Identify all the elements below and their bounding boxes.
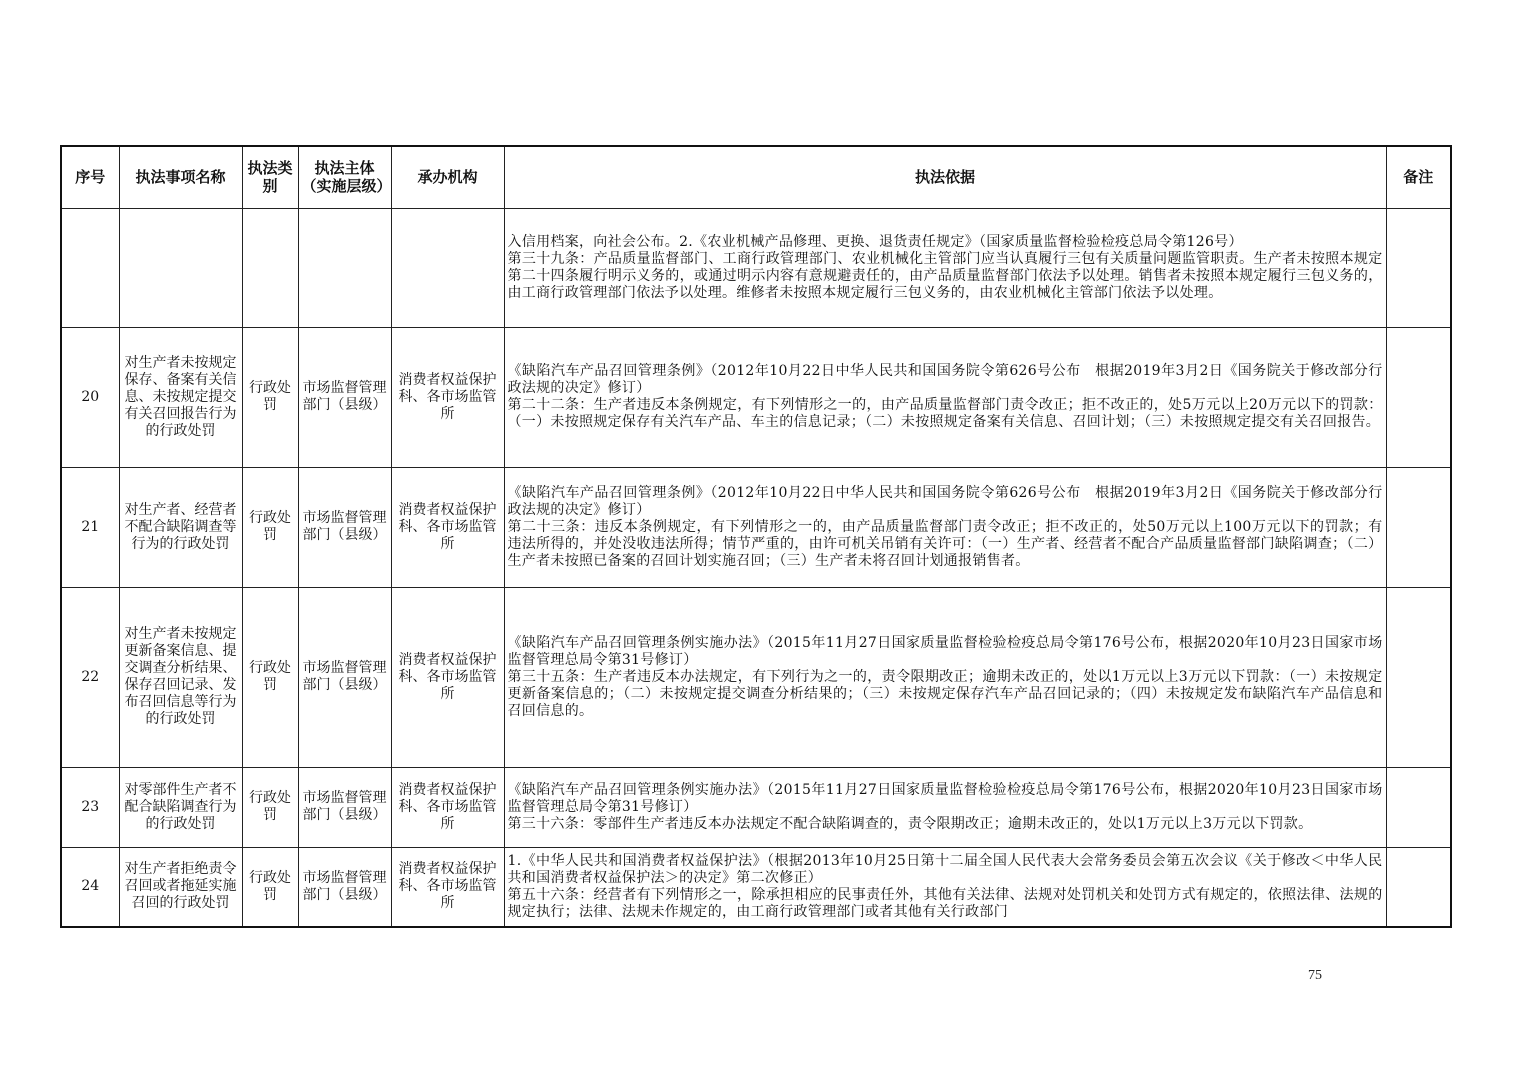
header-seq: 序号 <box>61 146 119 208</box>
basis-paragraph: 第三十五条：生产者违反本办法规定，有下列行为之一的，责令限期改正；逾期未改正的，处以1万元以上3万元以下罚款：（一）未按规定更新备案信息的；（二）未按规定提交调查分析结果的；（三）未按规定保存汽车产品召回记录的；（四）未按规定发布缺陷汽车产品信息和召回信息的。 <box>507 668 1383 719</box>
cell-item-name: 对零部件生产者不配合缺陷调查行为的行政处罚 <box>119 767 242 847</box>
cell-agency: 消费者权益保护科、各市场监管所 <box>391 467 504 587</box>
header-remarks: 备注 <box>1386 146 1451 208</box>
table-row-continuation <box>61 208 1451 327</box>
basis-paragraph: 《缺陷汽车产品召回管理条例实施办法》（2015年11月27日国家质量监督检验检疫总局令第176号公布，根据2020年10月23日国家市场监督管理总局令第31号修订） <box>507 781 1383 815</box>
cell-remarks <box>1386 467 1451 587</box>
cell-agency: 消费者权益保护科、各市场监管所 <box>391 587 504 767</box>
cell-item-name <box>119 208 242 327</box>
header-enforcement-subject: 执法主体（实施层级） <box>298 146 391 208</box>
header-item-name: 执法事项名称 <box>119 146 242 208</box>
cell-subject: 市场监督管理部门（县级） <box>298 327 391 467</box>
cell-type: 行政处罚 <box>242 767 298 847</box>
cell-type: 行政处罚 <box>242 467 298 587</box>
cell-agency: 消费者权益保护科、各市场监管所 <box>391 847 504 927</box>
cell-legal-basis <box>504 587 1386 767</box>
table-row <box>61 467 1451 587</box>
cell-subject: 市场监督管理部门（县级） <box>298 587 391 767</box>
cell-agency: 消费者权益保护科、各市场监管所 <box>391 327 504 467</box>
cell-seq <box>61 208 119 327</box>
cell-item-name: 对生产者拒绝责令召回或者拖延实施召回的行政处罚 <box>119 847 242 927</box>
cell-agency <box>391 208 504 327</box>
header-enforcement-type: 执法类别 <box>242 146 298 208</box>
cell-type: 行政处罚 <box>242 847 298 927</box>
cell-agency: 消费者权益保护科、各市场监管所 <box>391 767 504 847</box>
cell-subject: 市场监督管理部门（县级） <box>298 467 391 587</box>
header-legal-basis: 执法依据 <box>504 146 1386 208</box>
cell-remarks <box>1386 208 1451 327</box>
cell-seq: 21 <box>61 467 119 587</box>
cell-legal-basis <box>504 327 1386 467</box>
cell-item-name: 对生产者、经营者不配合缺陷调查等行为的行政处罚 <box>119 467 242 587</box>
cell-item-name: 对生产者未按规定更新备案信息、提交调查分析结果、保存召回记录、发布召回信息等行为的行政处罚 <box>119 587 242 767</box>
page-number: 75 <box>1308 968 1322 983</box>
cell-subject: 市场监督管理部门（县级） <box>298 847 391 927</box>
cell-remarks <box>1386 767 1451 847</box>
cell-seq: 22 <box>61 587 119 767</box>
basis-paragraph: 第三十九条：产品质量监督部门、工商行政管理部门、农业机械化主管部门应当认真履行三包有关质量问题监管职责。生产者未按照本规定第二十四条履行明示义务的，或通过明示内容有意规避责任的，由产品质量监督部门依法予以处理。销售者未按照本规定履行三包义务的，由工商行政管理部门依法予以处理。维修者未按照本规定履行三包义务的，由农业机械化主管部门依法予以处理。 <box>507 250 1383 301</box>
table-row <box>61 587 1451 767</box>
basis-paragraph: 入信用档案，向社会公布。2.《农业机械产品修理、更换、退货责任规定》（国家质量监督检验检疫总局令第126号） <box>507 233 1243 250</box>
cell-legal-basis <box>504 467 1386 587</box>
cell-seq: 23 <box>61 767 119 847</box>
cell-remarks <box>1386 327 1451 467</box>
cell-type <box>242 208 298 327</box>
cell-subject: 市场监督管理部门（县级） <box>298 767 391 847</box>
basis-paragraph: 第二十二条：生产者违反本条例规定，有下列情形之一的，由产品质量监督部门责令改正；拒不改正的，处5万元以上20万元以下的罚款：（一）未按照规定保存有关汽车产品、车主的信息记录；（二）未按照规定备案有关信息、召回计划；（三）未按照规定提交有关召回报告。 <box>507 397 1383 430</box>
table-row <box>61 847 1451 927</box>
cell-remarks <box>1386 587 1451 767</box>
header-row <box>61 146 1451 208</box>
basis-paragraph: 1.《中华人民共和国消费者权益保护法》（根据2013年10月25日第十二届全国人民代表大会常务委员会第五次会议《关于修改＜中华人民共和国消费者权益保护法＞的决定》第二次修正） <box>507 852 1383 886</box>
basis-paragraph: 第二十三条：违反本条例规定，有下列情形之一的，由产品质量监督部门责令改正；拒不改正的，处50万元以上100万元以下的罚款；有违法所得的，并处没收违法所得；情节严重的，由许可机关吊销有关许可：（一）生产者、经营者不配合产品质量监督部门缺陷调查；（二）生产者未按照已备案的召回计划实施召回；（三）生产者未将召回计划通报销售者。 <box>507 518 1383 569</box>
cell-legal-basis <box>504 767 1386 847</box>
basis-paragraph: 第三十六条：零部件生产者违反本办法规定不配合缺陷调查的，责令限期改正；逾期未改正的，处以1万元以上3万元以下罚款。 <box>507 815 1313 832</box>
cell-item-name: 对生产者未按规定保存、备案有关信息、未按规定提交有关召回报告行为的行政处罚 <box>119 327 242 467</box>
cell-seq: 20 <box>61 327 119 467</box>
table-row <box>61 327 1451 467</box>
cell-seq: 24 <box>61 847 119 927</box>
cell-type: 行政处罚 <box>242 587 298 767</box>
cell-subject <box>298 208 391 327</box>
cell-legal-basis <box>504 208 1386 327</box>
enforcement-items-table <box>60 145 1452 928</box>
table-row <box>61 767 1451 847</box>
cell-remarks <box>1386 847 1451 927</box>
basis-paragraph: 第五十六条：经营者有下列情形之一，除承担相应的民事责任外，其他有关法律、法规对处罚机关和处罚方式有规定的，依照法律、法规的规定执行；法律、法规未作规定的，由工商行政管理部门或者其他有关行政部门 <box>507 886 1383 920</box>
header-handling-agency: 承办机构 <box>391 146 504 208</box>
basis-paragraph: 《缺陷汽车产品召回管理条例实施办法》（2015年11月27日国家质量监督检验检疫总局令第176号公布，根据2020年10月23日国家市场监督管理总局令第31号修订） <box>507 634 1383 668</box>
cell-type: 行政处罚 <box>242 327 298 467</box>
cell-legal-basis <box>504 847 1386 927</box>
basis-paragraph: 《缺陷汽车产品召回管理条例》（2012年10月22日中华人民共和国国务院令第626号公布 根据2019年3月2日《国务院关于修改部分行政法规的决定》修订） <box>507 484 1383 518</box>
basis-paragraph: 《缺陷汽车产品召回管理条例》（2012年10月22日中华人民共和国国务院令第626号公布 根据2019年3月2日《国务院关于修改部分行政法规的决定》修订） <box>507 363 1383 396</box>
